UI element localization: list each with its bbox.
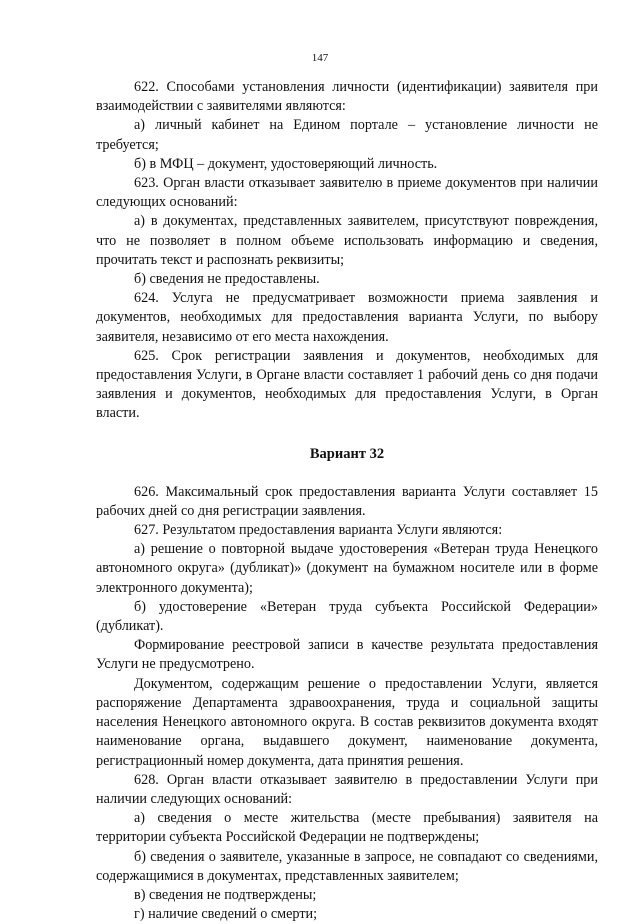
- paragraph-628-a: а) сведения о месте жительства (месте пребывания) заявителя на территории субъекта Российской Федерации не подтверждены;: [96, 810, 598, 846]
- paragraph-628: 628. Орган власти отказывает заявителю в предоставлении Услуги при наличии следующих оснований:: [96, 771, 598, 807]
- paragraph-627-b: б) удостоверение «Ветеран труда субъекта Российской Федерации» (дубликат).: [96, 598, 598, 635]
- paragraph-622-b: б) в МФЦ – документ, удостоверяющий личность.: [134, 155, 438, 172]
- paragraph-624: 624. Услуга не предусматривает возможности приема заявления и документов, необходимых для предоставления варианта Услуги, по выбору заявителя, независимо от его места нахождения.: [96, 290, 598, 345]
- paragraph-628-g: г) наличие сведений о смерти;: [134, 906, 318, 923]
- paragraph-627-a: а) решение о повторной выдаче удостоверения «Ветеран труда Ненецкого автономного округа» (дубликат)» (документ на бумажном носителе или в форме электронного документа);: [96, 541, 598, 596]
- paragraph-626: 626. Максимальный срок предоставления варианта Услуги составляет 15 рабочих дней со дня регистрации заявления.: [96, 483, 598, 519]
- paragraph-623-b: б) сведения не предоставлены.: [134, 271, 320, 288]
- document-body: [96, 78, 598, 924]
- page-number: 147: [311, 52, 329, 64]
- paragraph-628-v: в) сведения не подтверждены;: [134, 886, 317, 903]
- paragraph-registry-note: Формирование реестровой записи в качестве результата предоставления Услуги не предусмотрено.: [96, 637, 598, 673]
- paragraph-623-a: а) в документах, представленных заявителем, присутствуют повреждения, что не позволяет в полном объеме использовать информацию и сведения, прочитать текст и распознать реквизиты;: [96, 213, 598, 268]
- paragraph-623: 623. Орган власти отказывает заявителю в приеме документов при наличии следующих оснований:: [96, 175, 598, 211]
- section-heading: Вариант 32: [309, 445, 385, 462]
- paragraph-622-a: а) личный кабинет на Едином портале – установление личности не требуется;: [96, 117, 598, 153]
- paragraph-627: 627. Результатом предоставления варианта Услуги являются:: [134, 522, 503, 539]
- paragraph-decision-document: Документом, содержащим решение о предоставлении Услуги, является распоряжение Департамента здравоохранения, труда и социальной защиты населения Ненецкого автономного округа. В состав реквизитов документа входят наименование органа, выдавшего документ, наименование документа, регистрационный номер документа, дата принятия решения.: [96, 675, 598, 769]
- paragraph-622: 622. Способами установления личности (идентификации) заявителя при взаимодействии с заявителями являются:: [96, 79, 598, 115]
- paragraph-625: 625. Срок регистрации заявления и документов, необходимых для предоставления Услуги, в Органе власти составляет 1 рабочий день со дня подачи заявления и документов, необходимых для предоставления Услуги, в Орган власти.: [96, 347, 598, 422]
- paragraph-628-b: б) сведения о заявителе, указанные в запросе, не совпадают со сведениями, содержащимися в документах, представленных заявителем;: [96, 848, 598, 884]
